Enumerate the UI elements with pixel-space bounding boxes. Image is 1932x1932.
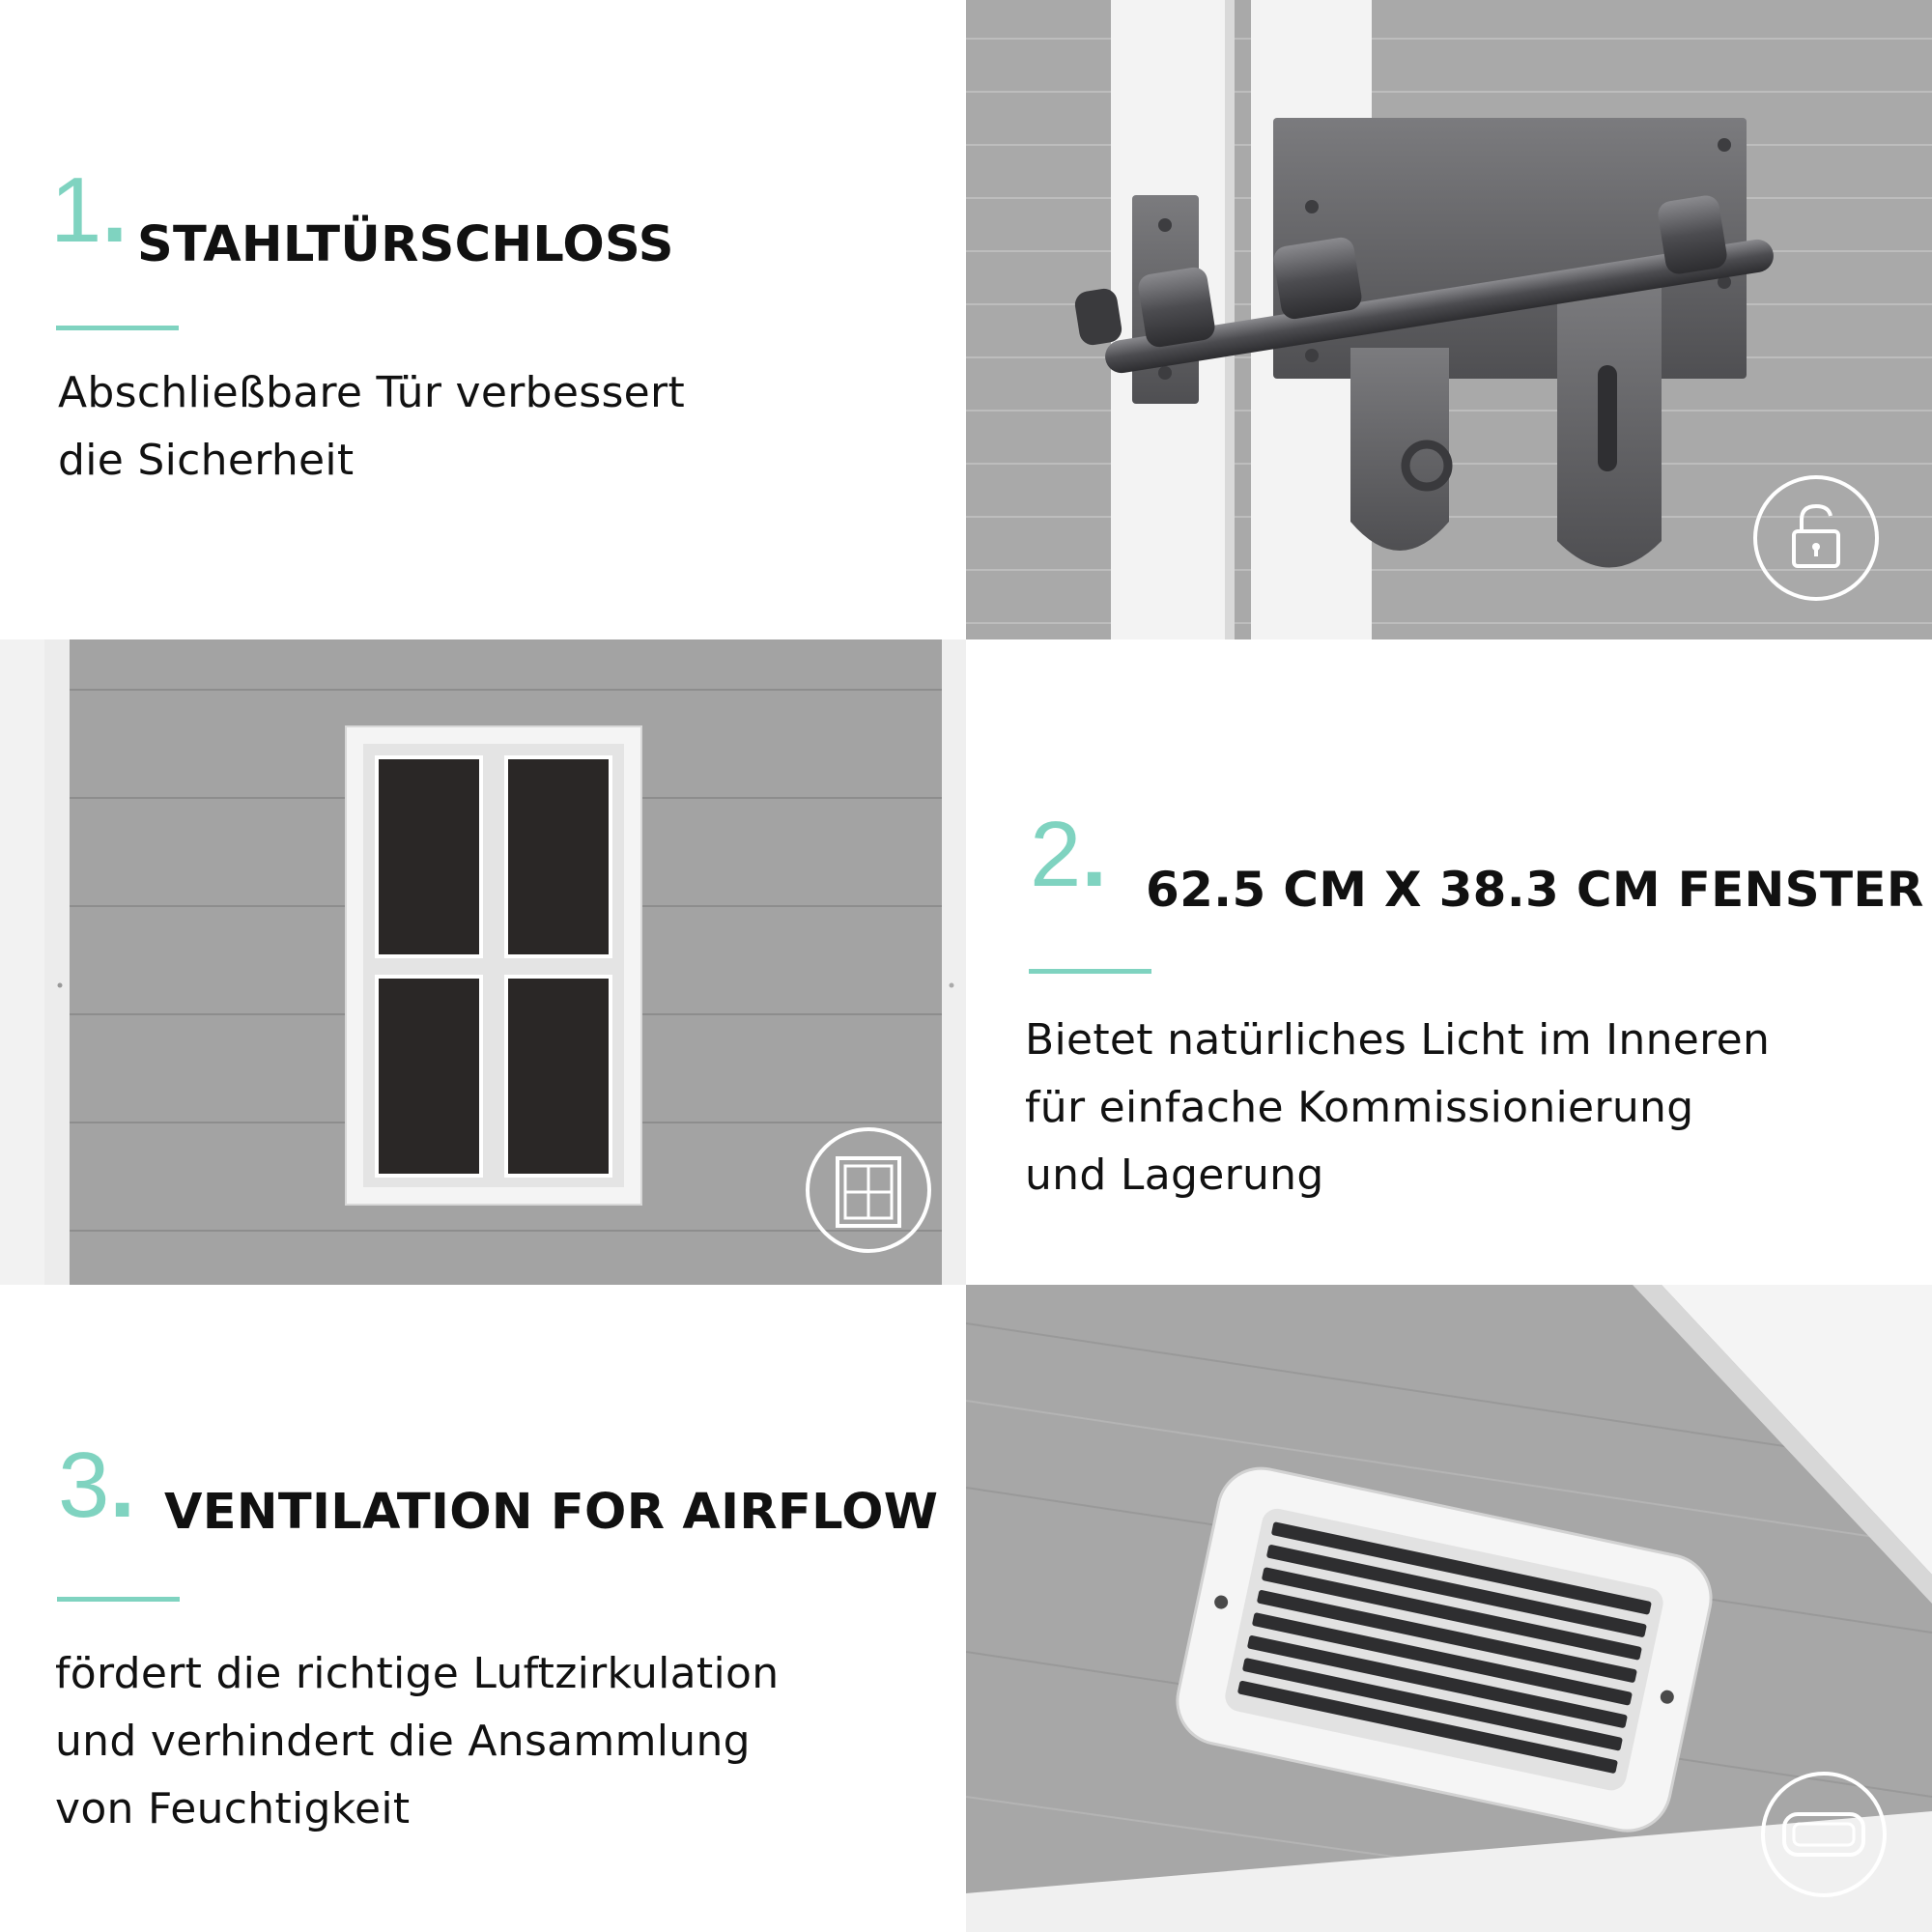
feature-3-description-line: fördert die richtige Luftzirkulation [55,1649,780,1698]
feature-2-divider [1029,969,1151,974]
window-icon [806,1127,931,1253]
feature-1-description [58,359,685,495]
feature-3-description [55,1640,779,1843]
feature-2-photo-panel [0,639,966,1285]
feature-1-text-panel [0,0,966,639]
feature-3-number: 3. [58,1434,136,1537]
feature-1-title: STAHLTÜRSCHLOSS [137,216,674,273]
feature-2-description-line: für einfache Kommissionierung [1025,1083,1694,1132]
feature-2-text-panel [966,639,1932,1285]
feature-3-description-line: und verhindert die Ansammlung [55,1717,751,1766]
feature-3-title: VENTILATION FOR AIRFLOW [164,1484,939,1541]
feature-3-description-line: von Feuchtigkeit [55,1784,411,1833]
feature-3-text-panel [0,1285,966,1932]
feature-2-title: 62.5 CM X 38.3 CM FENSTER [1146,862,1924,918]
feature-3-photo-panel [966,1285,1932,1932]
feature-3-divider [57,1597,180,1602]
feature-1-description-line: Abschließbare Tür verbessert [58,368,685,417]
feature-2-description-line: Bietet natürliches Licht im Inneren [1025,1015,1771,1065]
feature-2-number: 2. [1030,803,1108,906]
feature-2-description [1025,1007,1770,1209]
padlock-icon [1753,475,1879,601]
feature-2-description-line: und Lagerung [1025,1151,1324,1200]
vent-icon [1761,1772,1887,1897]
feature-1-number: 1. [50,158,128,262]
feature-1-photo-panel [966,0,1932,639]
feature-1-divider [56,326,179,330]
feature-1-description-line: die Sicherheit [58,436,355,485]
